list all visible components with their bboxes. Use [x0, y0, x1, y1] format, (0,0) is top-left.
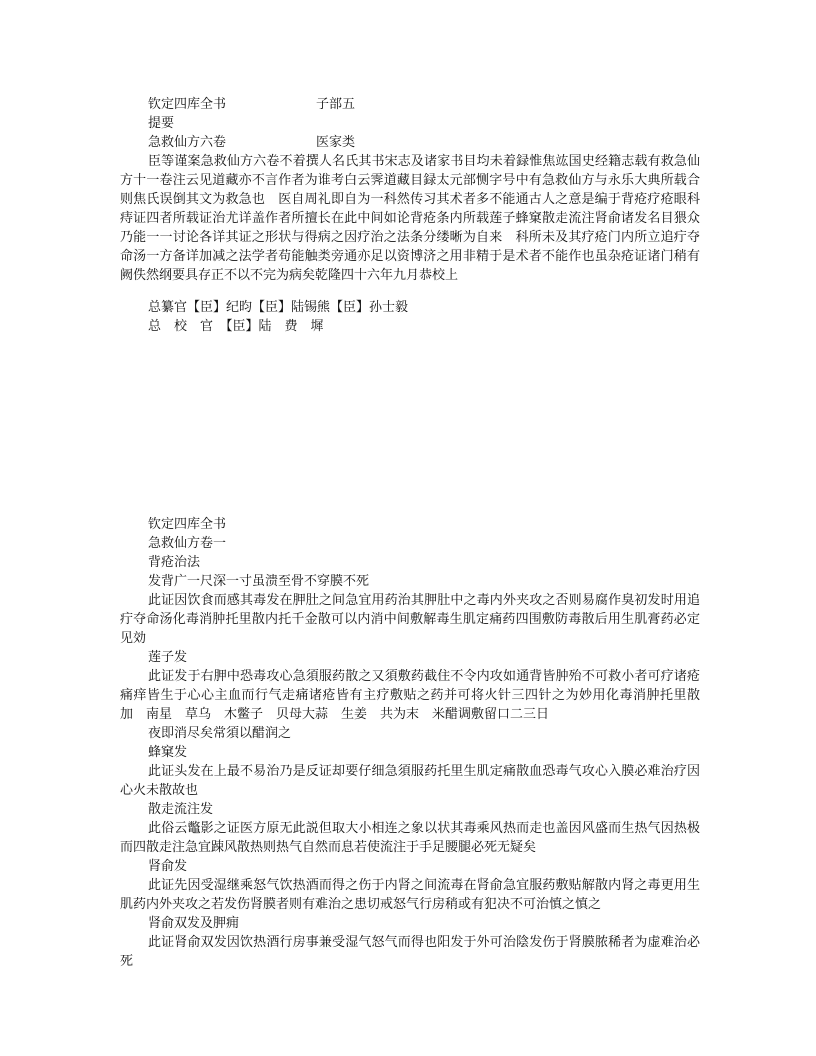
subheading-shuangfa: 肾俞双发及胛痈 — [148, 916, 240, 931]
page-header: 钦定四库全书 — [148, 517, 227, 532]
subheading-lianzi: 莲子发 — [148, 650, 188, 665]
volume-title: 急救仙方卷一 — [148, 536, 227, 551]
paragraph-fabei: 此证因饮食而感其毒发在胛肚之间急宜用药治其胛肚中之毒内外夹攻之否则易腐作臭初发时用追疔夺命汤化毒消肿托里散内托千金散可以内消中间敷解毒生肌定痛药四围敷防毒散后用生肌膏药必定见効 — [120, 593, 700, 646]
paragraph-sanzou: 此俗云鼈影之证医方原无此説但取大小相连之象以状其毒乘风热而走也盖因风盛而生热气因热极而四散走注急宜踈风散热则热气自然而息若使流注于手足腰腿必死无疑矣 — [120, 821, 700, 855]
subheading-fabei: 发背广一尺深一寸虽溃至骨不穿膜不死 — [148, 574, 370, 589]
officials-line-1: 总纂官【臣】纪昀【臣】陆锡熊【臣】孙士毅 — [148, 300, 409, 315]
paragraph-shenshu: 此证先因受湿继乘怒气饮热酒而得之伤于内肾之间流毒在肾俞急宜服药敷贴解散内肾之毒更用生肌药内外夹攻之若发伤肾膜者则有难治之患切戒怒气行房稍或有犯决不可治慎之慎之 — [120, 878, 700, 912]
book-title-line — [148, 133, 728, 152]
book-part: 子部五 — [316, 97, 356, 112]
summary-label: 提要 — [148, 116, 175, 131]
summary-body: 臣等谨案急救仙方六卷不着撰人名氏其书宋志及诸家书目均未着録惟焦竑国史经籍志载有救急仙方十一卷注云见道藏亦不言作者为谁考白云霁道藏目録太元部恻字号中有急救仙方与永乐大典所载合则焦氏误倒其文为救急也 医自周礼即自为一科然传习其术者多不能通古人之意是编于背疮疗疮眼科痔证四者所载证治尤详盖作者所擅长在此中间如论背疮条内所载莲子蜂窠散走流注肾俞诸发名目猥众乃能一一讨论各详其证之形状与得病之因疗治之法条分缕晰为自来 科所未及其疗疮门内所立追疔夺命汤一方备详加减之法学者苟能触类旁通亦足以资博济之用非精于是术者不能作也虽杂疮证诸门稍有阙佚然纲要具存正不以不完为病矣乾隆四十六年九月恭校上 — [120, 154, 700, 283]
paragraph-shuangfa: 此证肾俞双发因饮热酒行房事兼受湿气怒气而得也阳发于外可治陰发伤于肾膜脓稀者为虚难治必死 — [120, 935, 700, 969]
book-series-title: 钦定四库全书 — [148, 97, 227, 112]
subheading-shenshu: 肾俞发 — [148, 859, 188, 874]
header-line — [148, 95, 728, 114]
paragraph-lianzi-cont: 夜即消尽矣常須以醋润之 — [148, 726, 292, 741]
subheading-sanzou: 散走流注发 — [148, 802, 214, 817]
paragraph-fengke: 此证头发在上最不易治乃是反证却要仔细急須服药托里生肌定痛散血恐毒气攻心入膜必难治疗因心火未散故也 — [120, 764, 700, 798]
book-category: 医家类 — [316, 135, 356, 150]
officials-line-2: 总 校 官 【臣】陆 费 墀 — [148, 319, 324, 334]
paragraph-lianzi: 此证发于右胛中恐毒攻心急須服药散之又須敷药截住不令内攻如通背皆肿殆不可救小者可疗诸疮痛痒皆生于心心主血而行气走痛诸疮皆有主疗敷贴之药并可将火针三四针之为妙用化毒消肿托里散 加 南星 草乌 木鳖子 贝母大蒜 生姜 共为末 米醋调敷留口二三日 — [120, 669, 714, 722]
section-heading: 背疮治法 — [148, 555, 201, 570]
subheading-fengke: 蜂窠发 — [148, 745, 188, 760]
book-title: 急救仙方六卷 — [148, 135, 227, 150]
